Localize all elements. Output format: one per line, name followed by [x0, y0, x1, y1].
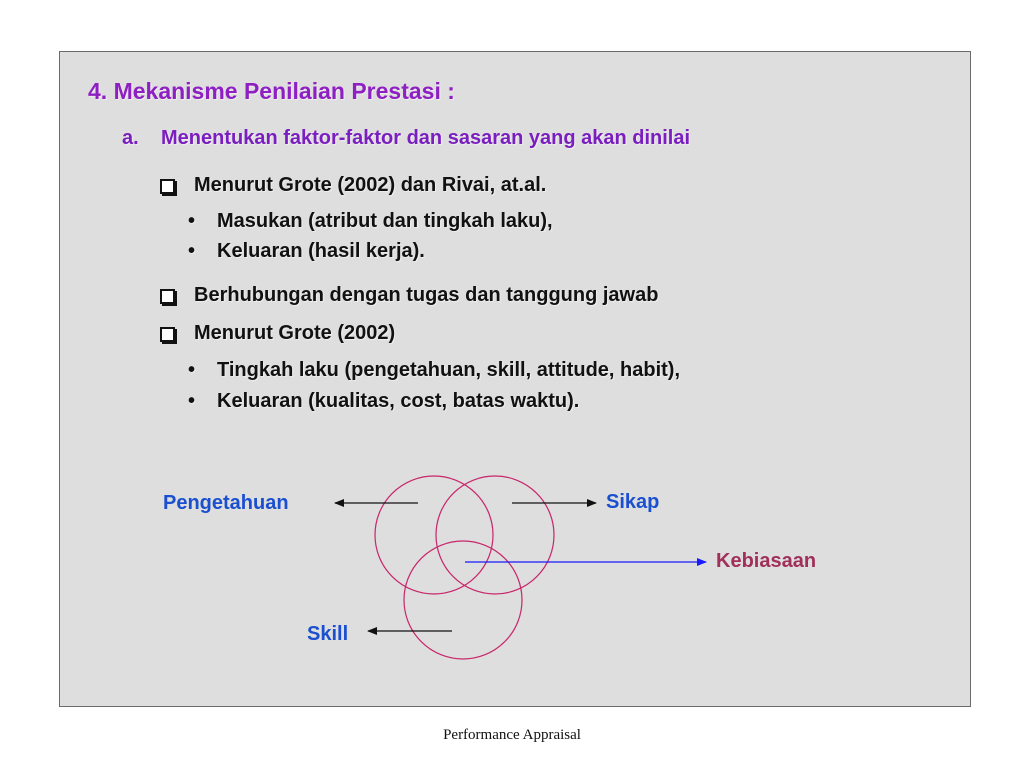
label-kebiasaan: Kebiasaan: [716, 550, 817, 572]
subheading-a: Menentukan faktor-faktor dan sasaran yang akan dinilai: [161, 127, 691, 149]
bullet-dot-icon: •: [188, 240, 196, 262]
subheading-marker: a.: [122, 127, 139, 149]
venn-circle-skill: [404, 541, 522, 659]
label-pengetahuan: Pengetahuan: [163, 492, 289, 514]
bullet-dot-icon: •: [188, 390, 196, 412]
slide-title: 4. Mekanisme Penilaian Prestasi :: [88, 78, 455, 104]
slide-footer: Performance Appraisal: [443, 727, 581, 743]
sub-bullet-1-1: Masukan (atribut dan tingkah laku),: [217, 210, 553, 232]
bullet-dot-icon: •: [188, 210, 196, 232]
label-skill: Skill: [307, 623, 349, 645]
list-item-3: Menurut Grote (2002): [194, 322, 396, 344]
list-item-1: Menurut Grote (2002) dan Rivai, at.al.: [194, 174, 547, 196]
venn-circle-sikap: [436, 476, 554, 594]
bullet-dot-icon: •: [188, 359, 196, 381]
sub-bullet-3-2: Keluaran (kualitas, cost, batas waktu).: [217, 390, 580, 412]
label-sikap: Sikap: [606, 491, 660, 513]
sub-bullet-1-2: Keluaran (hasil kerja).: [217, 240, 425, 262]
list-item-2: Berhubungan dengan tugas dan tanggung jawab: [194, 284, 659, 306]
venn-circle-pengetahuan: [375, 476, 493, 594]
sub-bullet-3-1: Tingkah laku (pengetahuan, skill, attitude, habit),: [217, 359, 681, 381]
